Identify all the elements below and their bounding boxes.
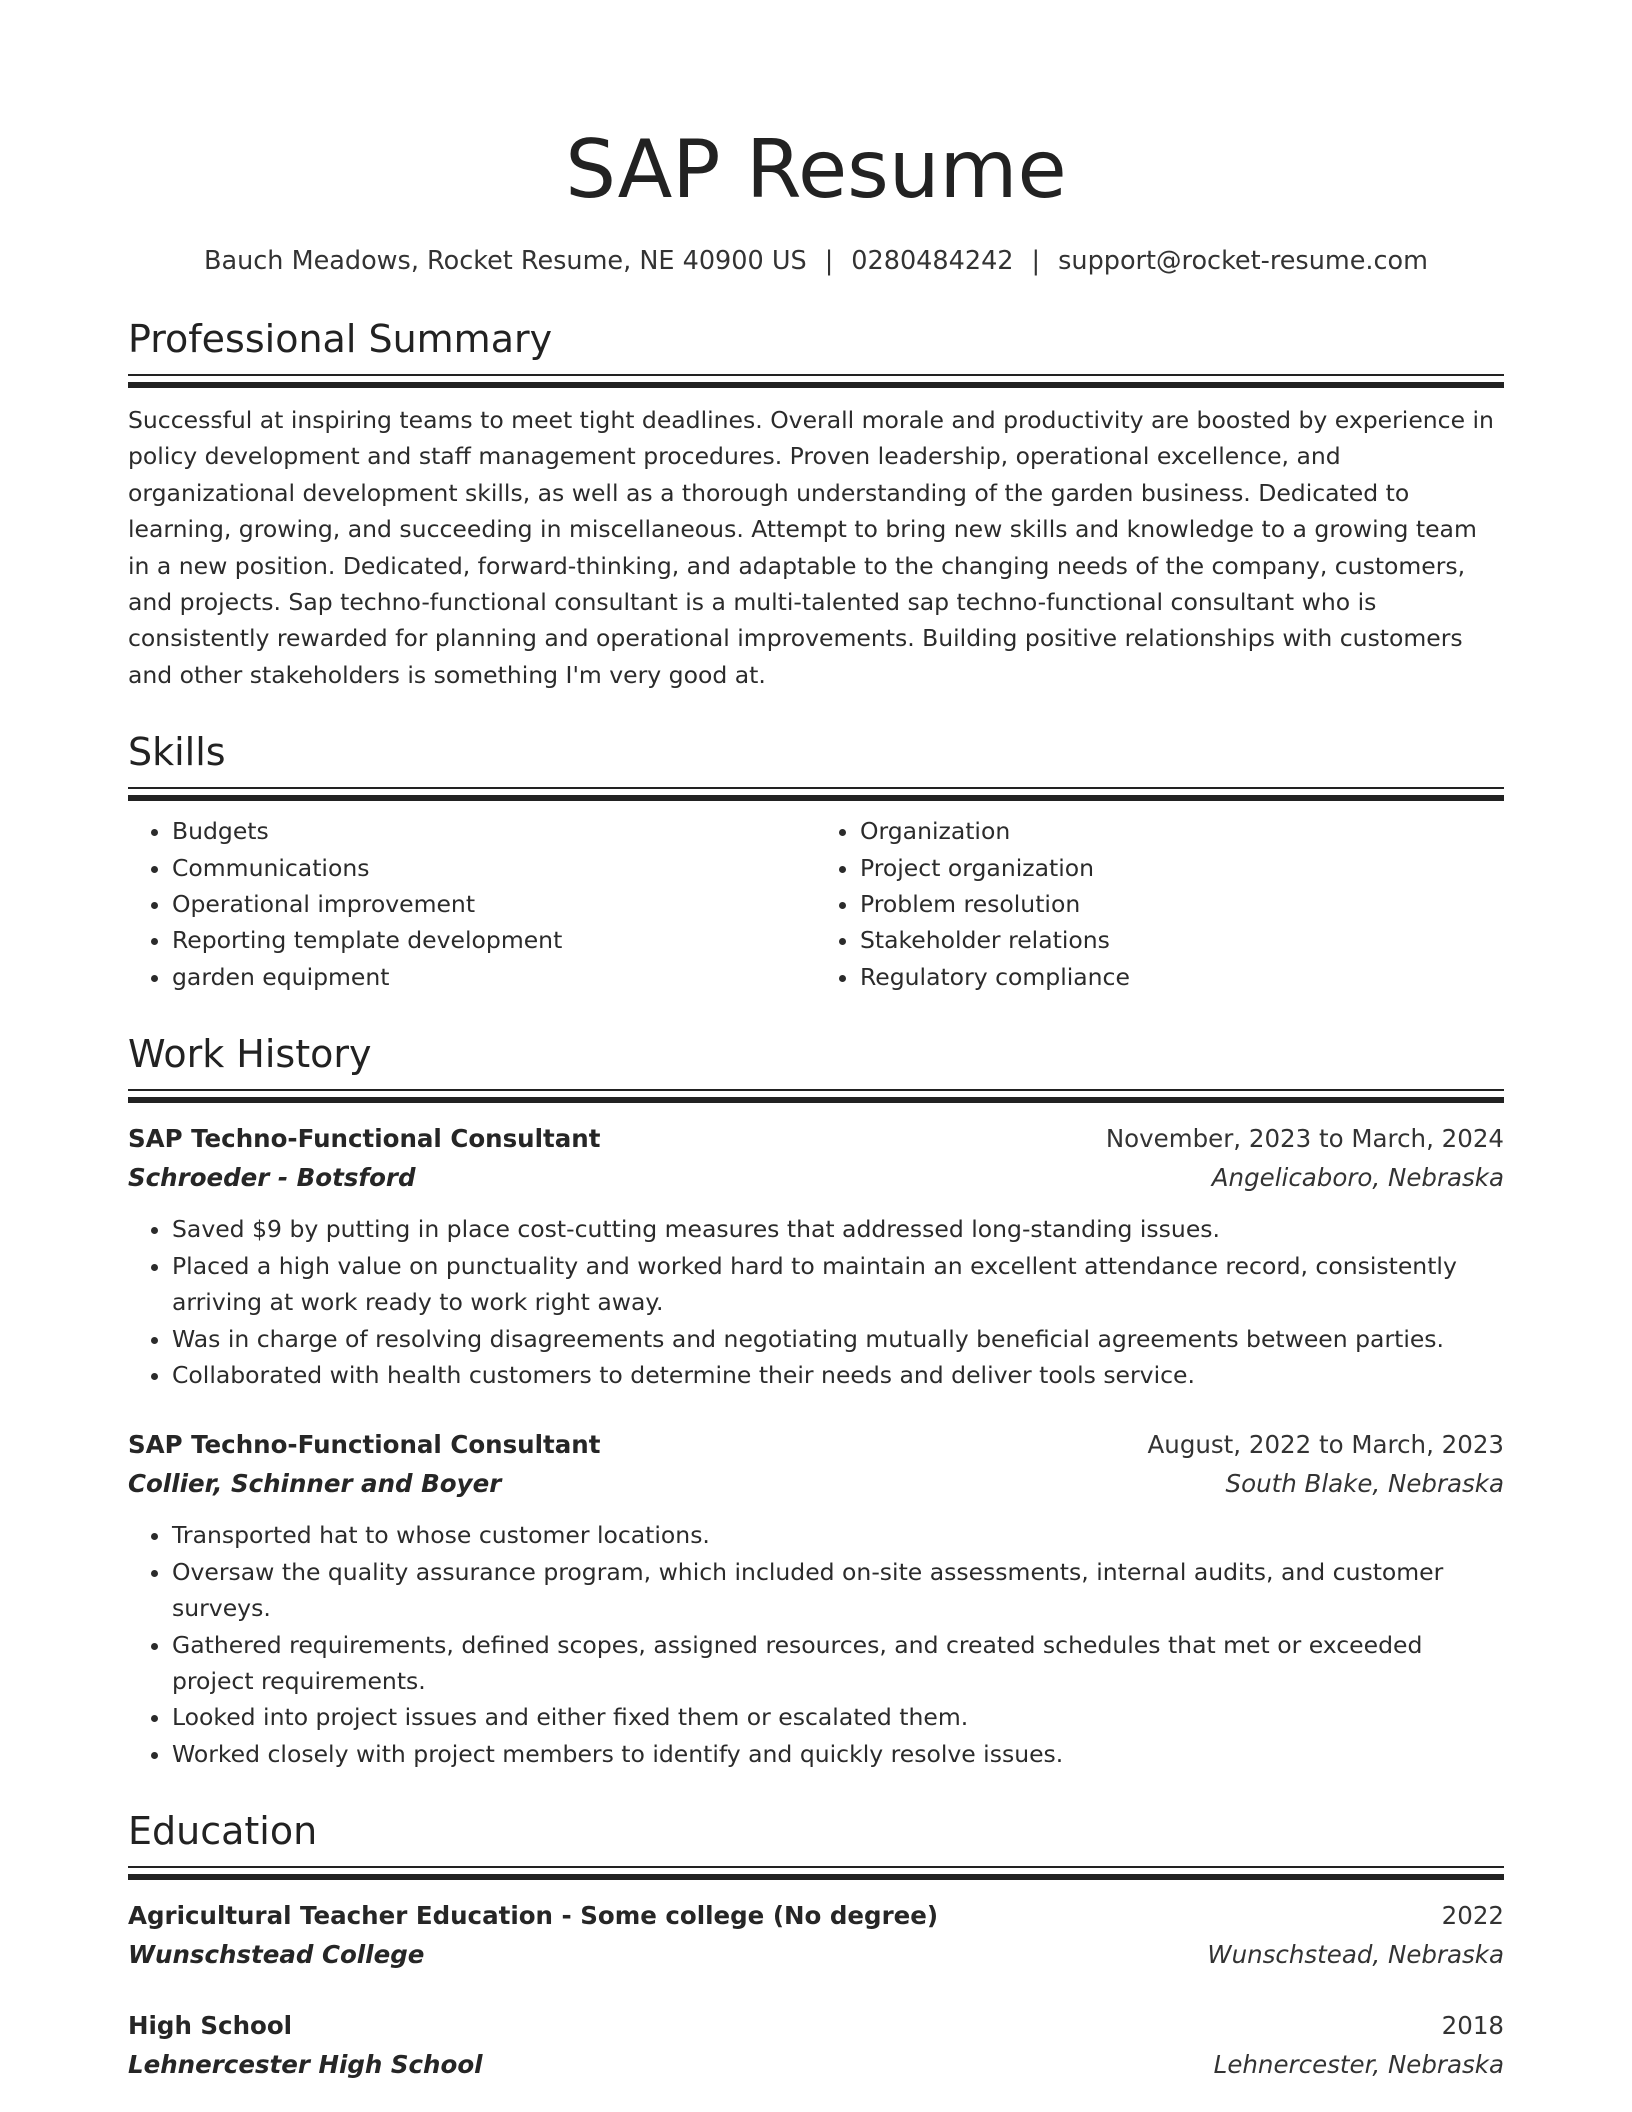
degree: Agricultural Teacher Education - Some college (No degree) [128, 1901, 939, 1931]
section-divider [128, 1089, 1504, 1103]
skill-item: • Regulatory compliance [860, 959, 1504, 995]
job-company: Schroeder - Botsford [128, 1163, 416, 1193]
skill-item: • Project organization [860, 850, 1504, 886]
education-section [128, 1806, 1504, 2084]
job-bullets [128, 1211, 1504, 1393]
section-divider [128, 374, 1504, 388]
job-entry [128, 1425, 1504, 1772]
address: Bauch Meadows, Rocket Resume, NE 40900 US [204, 246, 807, 276]
section-title: Work History [128, 1032, 372, 1077]
job-location: South Blake, Nebraska [1225, 1469, 1504, 1499]
job-bullet: • Worked closely with project members to identify and quickly resolve issues. [172, 1736, 1504, 1772]
contact-separator: | [824, 246, 834, 276]
school-name: Lehnercester High School [128, 2050, 483, 2080]
job-bullet: • Oversaw the quality assurance program, which included on-site assessments, internal audits, and customer surveys. [172, 1554, 1504, 1627]
school-location: Lehnercester, Nebraska [1213, 2050, 1504, 2080]
job-bullet: • Saved $9 by putting in place cost-cutting measures that addressed long-standing issues. [172, 1211, 1504, 1247]
job-company: Collier, Schinner and Boyer [128, 1469, 502, 1499]
job-bullet: • Collaborated with health customers to determine their needs and deliver tools service. [172, 1357, 1504, 1393]
skill-item: • Organization [860, 813, 1504, 849]
skills-section [128, 727, 1504, 995]
education-year: 2022 [1441, 1901, 1504, 1931]
school-location: Wunschstead, Nebraska [1207, 1940, 1504, 1970]
job-bullet: • Looked into project issues and either fixed them or escalated them. [172, 1699, 1504, 1735]
skills-columns [128, 813, 1504, 995]
job-entry [128, 1119, 1504, 1393]
skill-item: • garden equipment [172, 959, 816, 995]
job-dates: November, 2023 to March, 2024 [1105, 1124, 1504, 1154]
section-divider [128, 787, 1504, 801]
skill-item: • Problem resolution [860, 886, 1504, 922]
summary-text: Successful at inspiring teams to meet tight deadlines. Overall morale and productivity are boosted by experience in policy development and staff management procedures. Proven leadership, operational excellence, and organizational development skills, as well as a thorough understanding of the garden business. Dedicated to learning, growing, and succeeding in miscellaneous. Attempt to bring new skills and knowledge to a growing team in a new position. Dedicated, forward-thinking, and adaptable to the changing needs of the company, customers, and projects. Sap techno-functional consultant is a multi-talented sap techno-functional consultant who is consistently rewarded for planning and operational improvements. Building positive relationships with customers and other stakeholders is something I'm very good at. [128, 406, 1494, 689]
job-bullet: • Was in charge of resolving disagreements and negotiating mutually beneficial agreements between parties. [172, 1321, 1504, 1357]
job-bullet: • Gathered requirements, defined scopes, assigned resources, and created schedules that met or exceeded project requirements. [172, 1627, 1504, 1700]
job-title: SAP Techno-Functional Consultant [128, 1124, 601, 1154]
section-title: Skills [128, 730, 226, 775]
job-bullet: • Placed a high value on punctuality and worked hard to maintain an excellent attendance record, consistently arriving at work ready to work right away. [172, 1248, 1504, 1321]
email: support@rocket-resume.com [1058, 246, 1428, 276]
skill-item: • Operational improvement [172, 886, 816, 922]
job-bullet: • Transported hat to whose customer locations. [172, 1517, 1504, 1553]
skill-item: • Stakeholder relations [860, 922, 1504, 958]
education-entry [128, 2006, 1504, 2084]
section-title: Professional Summary [128, 317, 553, 361]
contact-line [128, 242, 1504, 280]
school-name: Wunschstead College [128, 1940, 425, 1970]
work-history-section [128, 1029, 1504, 1772]
section-title: Education [128, 1809, 318, 1854]
skills-list-right [816, 813, 1504, 995]
job-dates: August, 2022 to March, 2023 [1147, 1430, 1504, 1460]
degree: High School [128, 2011, 293, 2041]
skills-list-left [128, 813, 816, 995]
phone: 0280484242 [851, 246, 1014, 276]
summary-section [128, 314, 1504, 693]
job-title: SAP Techno-Functional Consultant [128, 1430, 601, 1460]
contact-separator: | [1031, 246, 1041, 276]
section-divider [128, 1866, 1504, 1880]
skill-item: • Budgets [172, 813, 816, 849]
resume-name: SAP Resume [565, 123, 1067, 216]
skill-item: • Communications [172, 850, 816, 886]
education-entry [128, 1896, 1504, 1974]
skill-item: • Reporting template development [172, 922, 816, 958]
job-location: Angelicaboro, Nebraska [1211, 1163, 1504, 1193]
education-year: 2018 [1441, 2011, 1504, 2041]
job-bullets [128, 1517, 1504, 1772]
